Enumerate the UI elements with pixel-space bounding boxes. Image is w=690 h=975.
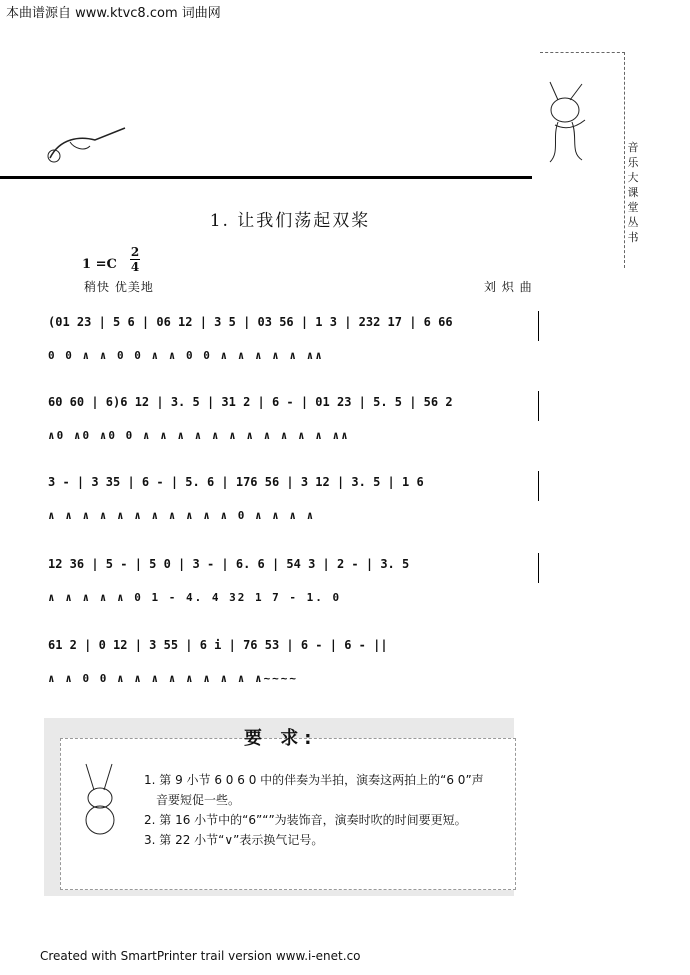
footer-watermark: Created with SmartPrinter trail version www.i-enet.co — [40, 949, 361, 963]
melody-line: 12 36 | 5 - | 5 0 | 3 - | 6. 6 | 54 3 | 2 - | 3. 5 — [48, 557, 410, 571]
requirements-list — [144, 770, 504, 850]
header-rule — [0, 176, 532, 179]
breath-line: ∧ ∧ ∧ ∧ ∧ ∧ ∧ ∧ ∧ ∧ ∧ 0 ∧ ∧ ∧ ∧ — [48, 509, 316, 522]
requirement-item: 3. 第 22 小节“∨”表示换气记号。 — [144, 833, 324, 847]
side-frame — [540, 52, 625, 268]
melody-line: (01 23 | 5 6 | 06 12 | 3 5 | 03 56 | 1 3 | 232 17 | 6 66 — [48, 315, 453, 329]
requirement-item: 1. 第 9 小节 6 0 6 0 中的伴奏为半拍，演奏这两拍上的“6 0”声 — [144, 773, 484, 787]
breath-line: ∧0 ∧0 ∧0 0 ∧ ∧ ∧ ∧ ∧ ∧ ∧ ∧ ∧ ∧ ∧ ∧∧ — [48, 429, 350, 442]
breath-line: ∧ ∧ ∧ ∧ ∧ 0 1 - 4. 4 32 1 7 - 1. 0 — [48, 591, 342, 604]
meter-top: 2 — [130, 245, 140, 259]
score-row-4 — [48, 557, 540, 615]
score-row-3 — [48, 475, 540, 533]
composer: 刘 炽 曲 — [484, 280, 533, 294]
time-signature — [130, 245, 140, 274]
song-title: 1. 让我们荡起双桨 — [209, 211, 371, 231]
meter-bottom: 4 — [130, 260, 140, 274]
key-signature: 1 =C — [82, 257, 117, 272]
score-row-1 — [48, 315, 540, 373]
breath-line: 0 0 ∧ ∧ 0 0 ∧ ∧ 0 0 ∧ ∧ ∧ ∧ ∧ ∧∧ — [48, 349, 324, 362]
score-row-2 — [48, 395, 540, 453]
rabbit-flute-illustration — [40, 118, 130, 168]
source-header: 本曲谱源自 www.ktvc8.com 词曲网 — [6, 6, 221, 21]
rabbit-reading-illustration — [72, 760, 132, 840]
score-row-5 — [48, 638, 540, 696]
series-title: 音乐大课堂丛书 — [627, 141, 639, 244]
melody-line: 60 60 | 6)6 12 | 3. 5 | 31 2 | 6 - | 01 23 | 5. 5 | 56 2 — [48, 395, 453, 409]
requirement-item: 2. 第 16 小节中的“6”“”为装饰音，演奏时吹的时间要更短。 — [144, 813, 467, 827]
requirements-title: 要 求: — [244, 728, 318, 749]
requirement-item: 音要短促一些。 — [156, 793, 241, 807]
melody-line: 3 - | 3 35 | 6 - | 5. 6 | 176 56 | 3 12 | 3. 5 | 1 6 — [48, 475, 424, 489]
melody-line: 61 2 | 0 12 | 3 55 | 6 i | 76 53 | 6 - | 6 - || — [48, 638, 388, 652]
tempo-marking: 稍快 优美地 — [84, 280, 154, 294]
breath-line: ∧ ∧ 0 0 ∧ ∧ ∧ ∧ ∧ ∧ ∧ ∧ ∧~~~~ — [48, 672, 299, 685]
